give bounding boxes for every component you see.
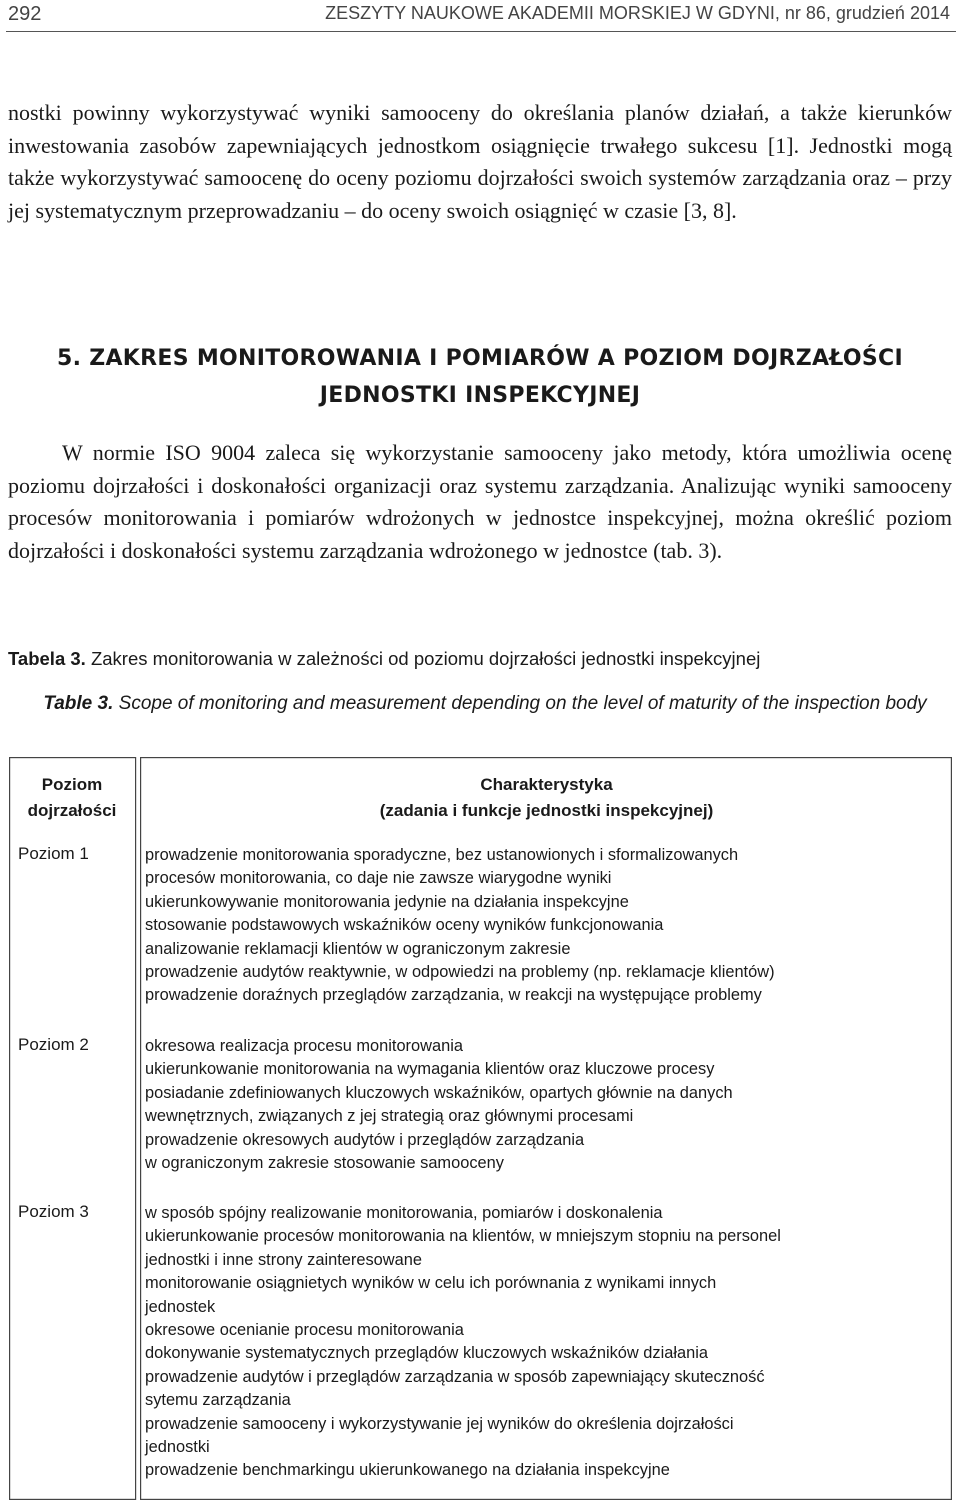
header-level-line-2: dojrzałości	[27, 801, 117, 820]
list-item: prowadzenie audytów i przeglądów zarządzania w sposób zapewniający skuteczność	[145, 1367, 765, 1386]
section-heading	[8, 340, 952, 414]
list-item: dokonywanie systematycznych przeglądów kluczowych wskaźników działania	[145, 1344, 709, 1363]
list-item: ukierunkowanie monitorowania na wymagania klientów oraz kluczowe procesy	[145, 1060, 715, 1079]
list-item: jednostki i inne strony zainteresowane	[145, 1250, 422, 1269]
list-item: procesów monitorowania, co daje nie zawsze wiarygodne wyniki	[145, 869, 612, 888]
table-caption-english-label: Table 3.	[43, 693, 114, 714]
header-rule	[6, 31, 956, 32]
table-caption-polish-label: Tabela 3.	[8, 648, 86, 669]
list-item: sytemu zarządzania	[145, 1391, 291, 1410]
list-item: prowadzenie benchmarkingu ukierunkowanego na działania inspekcyjne	[145, 1461, 670, 1480]
list-item: jednostek	[145, 1297, 216, 1316]
list-item: okresowe ocenianie procesu monitorowania	[145, 1321, 464, 1340]
paragraph-continued: nostki powinny wykorzystywać wyniki samooceny do określania planów działań, a także kierunków inwestowania zasobów zapewniających jednostkom osiągnięcie trwałego sukcesu [1]. Jednostki mogą także wykorzystywać samoocenę do oceny poziomu dojrzałości swoich systemów zarządzania oraz – przy jej systematycznym przeprowadzaniu – do oceny swoich osiągnięć w czasie [3, 8].	[8, 100, 952, 223]
maturity-table	[9, 757, 952, 1500]
section-heading-line-1: 5. ZAKRES MONITOROWANIA I POMIARÓW A POZIOM DOJRZAŁOŚCI	[57, 346, 903, 371]
list-item: prowadzenie okresowych audytów i przeglądów zarządzania	[145, 1130, 585, 1149]
list-item: prowadzenie monitorowania sporadyczne, bez ustanowionych i sformalizowanych	[145, 846, 739, 864]
list-item: posiadanie zdefiniowanych kluczowych wskaźników, opartych głównie na danych	[145, 1083, 733, 1102]
list-item: stosowanie podstawowych wskaźników oceny wyników funkcjonowania	[145, 916, 664, 935]
header-char-line-1: Charakterystyka	[480, 775, 613, 794]
header-maturity-level	[9, 772, 135, 824]
list-item: w sposób spójny realizowanie monitorowania, pomiarów i doskonalenia	[145, 1204, 663, 1222]
paragraph-iso9004: W normie ISO 9004 zaleca się wykorzystanie samooceny jako metody, która umożliwia ocenę poziomu dojrzałości i doskonałości organizacji oraz systemu zarządzania. Analizując wyniki samooceny procesów monitorowania i pomiarów wdrożonych w jednostce inspekcyjnej, można określić poziom dojrzałości i doskonałości systemu zarządzania wdrożonego w jednostce (tab. 3).	[8, 440, 952, 563]
list-item: prowadzenie samooceny i wykorzystywanie jej wyników do określenia dojrzałości	[145, 1414, 734, 1433]
table-caption-polish-text: Zakres monitorowania w zależności od poziomu dojrzałości jednostki inspekcyjnej	[85, 648, 761, 669]
level-column-border	[10, 758, 136, 1500]
list-item: wewnętrznych, związanych z jej strategią oraz głównymi procesami	[145, 1107, 634, 1126]
list-item: jednostki	[145, 1438, 210, 1457]
table-caption-english	[20, 690, 950, 718]
table-caption-english-text: Scope of monitoring and measurement depending on the level of maturity of the inspection body	[113, 693, 927, 714]
level-3-characteristics	[145, 1202, 945, 1483]
header-char-line-2: (zadania i funkcje jednostki inspekcyjnej)	[379, 801, 714, 820]
section-heading-line-2: JEDNOSTKI INSPEKCYJNEJ	[319, 383, 641, 408]
list-item: ukierunkowywanie monitorowania jedynie na działania inspekcyjne	[145, 892, 629, 911]
list-item: ukierunkowanie procesów monitorowania na klientów, w mniejszym stopniu na personel	[145, 1227, 781, 1246]
list-item: w ograniczonym zakresie stosowanie samooceny	[145, 1154, 504, 1173]
level-3-label: Poziom 3	[18, 1202, 89, 1221]
list-item: analizowanie reklamacji klientów w ograniczonym zakresie	[145, 939, 571, 958]
list-item: prowadzenie audytów reaktywnie, w odpowiedzi na problemy (np. reklamacje klientów)	[145, 963, 775, 982]
list-item: prowadzenie doraźnych przeglądów zarządzania, w reakcji na występujące problemy	[145, 986, 762, 1005]
header-characteristics	[141, 772, 952, 824]
header-level-line-1: Poziom	[41, 775, 103, 794]
table-caption-polish	[8, 648, 958, 670]
running-title: ZESZYTY NAUKOWE AKADEMII MORSKIEJ W GDYNI, nr 86, grudzień 2014	[325, 3, 950, 23]
list-item: okresowa realizacja procesu monitorowania	[145, 1037, 463, 1055]
level-1-label: Poziom 1	[18, 844, 89, 863]
page-number: 292	[8, 3, 42, 25]
list-item: monitorowanie osiągnietych wyników w celu ich porównania z wynikami innych	[145, 1274, 717, 1293]
level-1-characteristics	[145, 844, 945, 1008]
level-2-characteristics	[145, 1035, 945, 1175]
level-2-label: Poziom 2	[18, 1035, 89, 1054]
page-header	[0, 0, 960, 34]
